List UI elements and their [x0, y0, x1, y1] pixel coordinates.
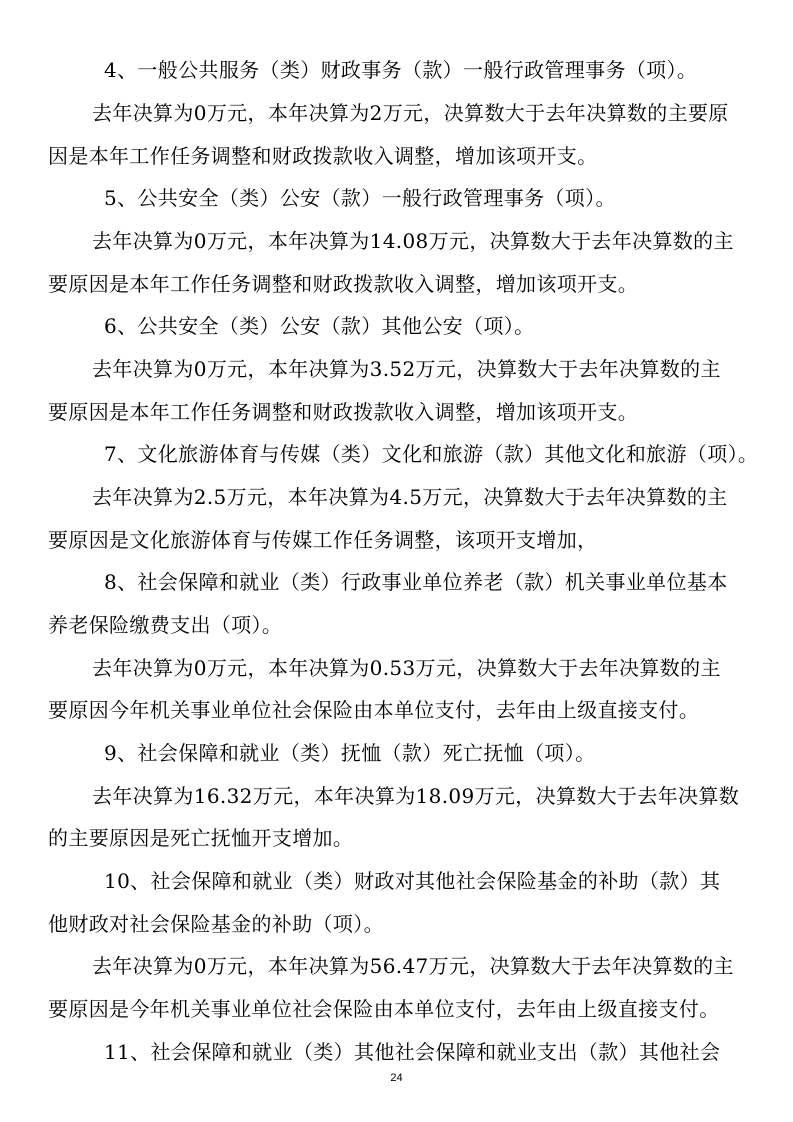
text-line: 去年决算为0万元，本年决算为3.52万元，决算数大于去年决算数的主 [92, 357, 721, 381]
text-line: 要原因今年机关事业单位社会保险由本单位支付，去年由上级直接支付。 [48, 698, 700, 722]
text-line: 6、公共安全（类）公安（款）其他公安（项）。 [104, 314, 535, 338]
text-line: 7、文化旅游体育与传媒（类）文化和旅游（款）其他文化和旅游（项）。 [104, 442, 759, 466]
page-number: 24 [390, 1072, 403, 1084]
text-line: 9、社会保障和就业（类）抚恤（款）死亡抚恤（项）。 [104, 741, 596, 765]
text-line: 养老保险缴费支出（项）。 [48, 613, 283, 637]
text-line: 因是本年工作任务调整和财政拨款收入调整，增加该项开支。 [48, 144, 598, 168]
text-line: 4、一般公共服务（类）财政事务（款）一般行政管理事务（项）。 [104, 58, 698, 82]
text-line: 去年决算为0万元，本年决算为2万元，决算数大于去年决算数的主要原 [92, 101, 729, 125]
text-line: 8、社会保障和就业（类）行政事业单位养老（款）机关事业单位基本 [104, 570, 728, 594]
text-line: 要原因是文化旅游体育与传媒工作任务调整，该项开支增加， [48, 528, 598, 552]
text-line: 去年决算为0万元，本年决算为0.53万元，决算数大于去年决算数的主 [92, 656, 721, 680]
text-line: 去年决算为0万元，本年决算为14.08万元，决算数大于去年决算数的主 [92, 229, 734, 253]
text-line: 他财政对社会保险基金的补助（项）。 [48, 912, 384, 936]
text-line: 要原因是今年机关事业单位社会保险由本单位支付，去年由上级直接支付。 [48, 997, 720, 1021]
text-line: 要原因是本年工作任务调整和财政拨款收入调整，增加该项开支。 [48, 400, 639, 424]
text-line: 去年决算为0万元，本年决算为56.47万元，决算数大于去年决算数的主 [92, 954, 734, 978]
text-line: 要原因是本年工作任务调整和财政拨款收入调整，增加该项开支。 [48, 272, 639, 296]
text-line: 的主要原因是死亡抚恤开支增加。 [48, 826, 354, 850]
text-line: 去年决算为2.5万元，本年决算为4.5万元，决算数大于去年决算数的主 [92, 485, 728, 509]
text-line: 10、社会保障和就业（类）财政对其他社会保险基金的补助（款）其 [104, 869, 721, 893]
text-line: 5、公共安全（类）公安（款）一般行政管理事务（项）。 [104, 186, 616, 210]
text-line: 11、社会保障和就业（类）其他社会保障和就业支出（款）其他社会 [104, 1040, 721, 1064]
text-line: 去年决算为16.32万元，本年决算为18.09万元，决算数大于去年决算数 [92, 784, 740, 808]
